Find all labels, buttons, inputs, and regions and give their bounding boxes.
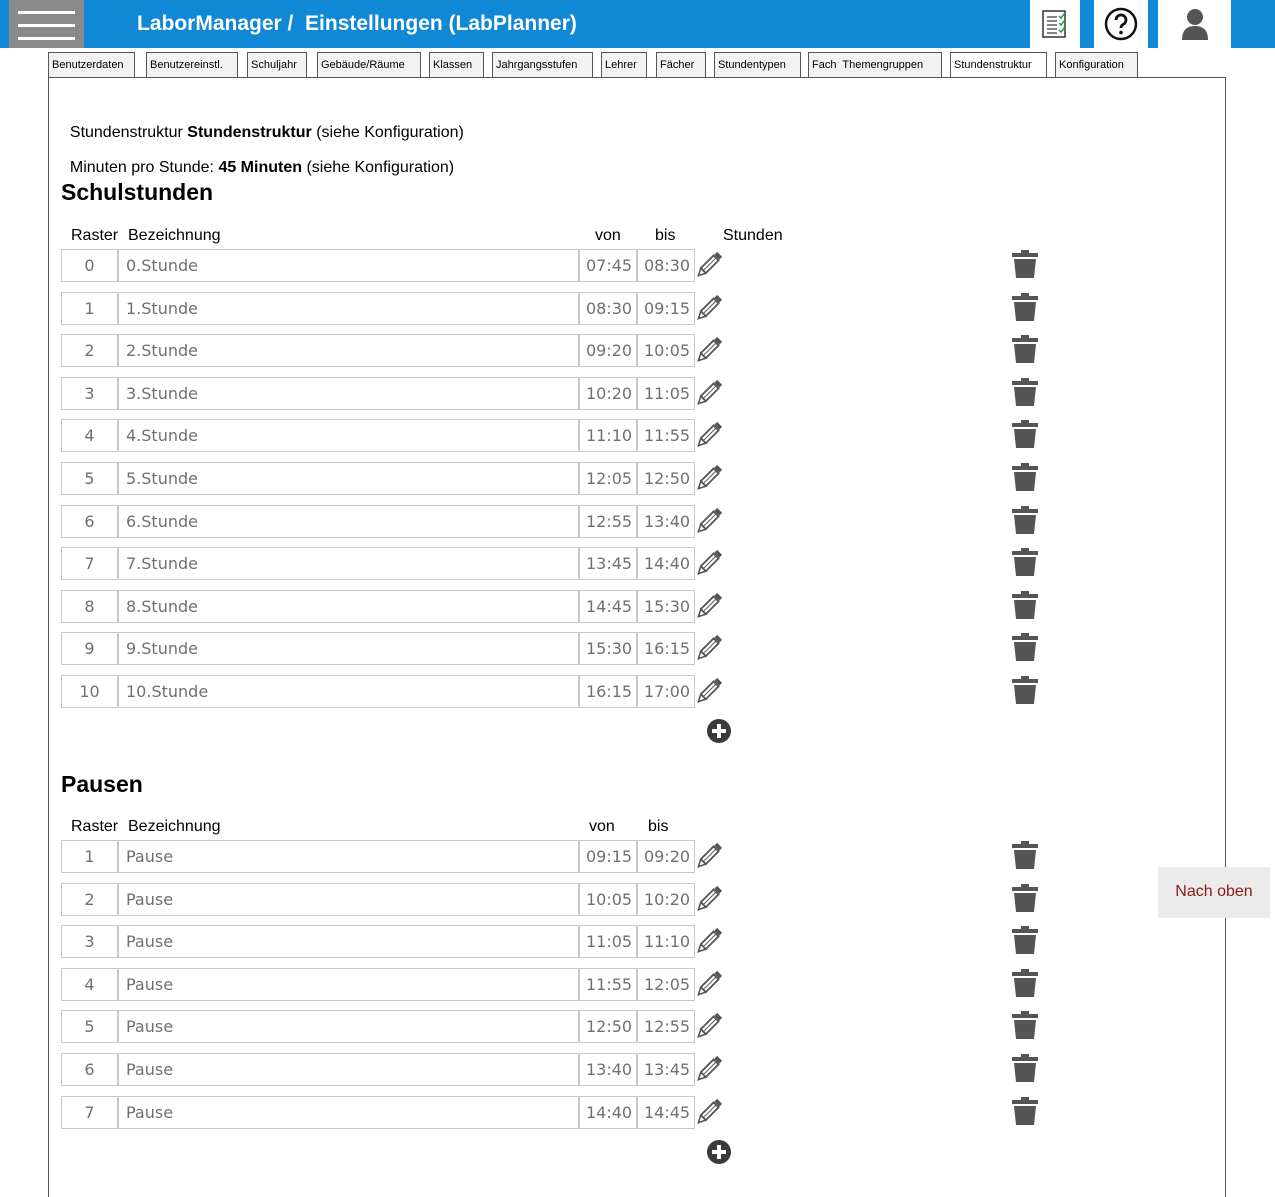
trash-icon[interactable]: [1011, 547, 1039, 577]
trash-icon[interactable]: [1011, 675, 1039, 705]
structure-info: [61, 106, 464, 142]
raster-field[interactable]: 2: [61, 883, 118, 916]
trash-icon[interactable]: [1011, 505, 1039, 535]
bis-time-field[interactable]: 14:45: [637, 1096, 695, 1129]
tab-schuljahr[interactable]: Schuljahr: [247, 52, 307, 78]
page-title: LaborManager / Einstellungen (LabPlanner): [137, 12, 577, 35]
bezeichnung-field[interactable]: Pause: [118, 1096, 579, 1129]
raster-field[interactable]: 1: [61, 292, 118, 325]
raster-field[interactable]: 8: [61, 590, 118, 623]
table-row: [61, 968, 1051, 1002]
von-time-field[interactable]: 14:45: [579, 590, 637, 623]
bezeichnung-field[interactable]: 3.Stunde: [118, 377, 579, 410]
von-time-field[interactable]: 08:30: [579, 292, 637, 325]
col-head-raster: Raster: [71, 818, 119, 835]
bezeichnung-field[interactable]: 1.Stunde: [118, 292, 579, 325]
minutes-suffix: (siehe Konfiguration): [302, 159, 455, 176]
trash-icon[interactable]: [1011, 1096, 1039, 1126]
bis-time-field[interactable]: 12:50: [637, 462, 695, 495]
trash-icon[interactable]: [1011, 334, 1039, 364]
von-time-field[interactable]: 14:40: [579, 1096, 637, 1129]
structure-suffix: (siehe Konfiguration): [311, 124, 464, 141]
table-row: [61, 505, 1051, 539]
bis-time-field[interactable]: 17:00: [637, 675, 695, 708]
bezeichnung-field[interactable]: 0.Stunde: [118, 249, 579, 282]
top-bar: [0, 0, 1275, 48]
bis-time-field[interactable]: 09:15: [637, 292, 695, 325]
menu-icon-line: [18, 11, 75, 14]
raster-field[interactable]: 10: [61, 675, 118, 708]
menu-button[interactable]: [9, 0, 84, 48]
back-to-top-button[interactable]: Nach oben: [1158, 867, 1270, 918]
col-head-raster: Raster: [71, 227, 119, 244]
checklist-icon: [1041, 9, 1069, 39]
pencil-icon[interactable]: [694, 883, 724, 915]
user-button[interactable]: [1158, 0, 1231, 48]
trash-icon[interactable]: [1011, 968, 1039, 998]
bezeichnung-field[interactable]: 6.Stunde: [118, 505, 579, 538]
schulstunden-title: Schulstunden: [61, 179, 214, 205]
trash-icon[interactable]: [1011, 883, 1039, 913]
pencil-icon[interactable]: [694, 675, 724, 707]
raster-field[interactable]: 3: [61, 377, 118, 410]
trash-icon[interactable]: [1011, 292, 1039, 322]
von-time-field[interactable]: 10:20: [579, 377, 637, 410]
table-row: [61, 925, 1051, 959]
trash-icon[interactable]: [1011, 419, 1039, 449]
tab-jahrgangsstufen[interactable]: Jahrgangsstufen: [492, 52, 593, 78]
trash-icon[interactable]: [1011, 632, 1039, 662]
pencil-icon[interactable]: [694, 547, 724, 579]
help-button[interactable]: [1094, 0, 1148, 48]
bis-time-field[interactable]: 12:55: [637, 1010, 695, 1043]
pencil-icon[interactable]: [694, 1096, 724, 1128]
bis-time-field[interactable]: 11:10: [637, 925, 695, 958]
col-head-bis: bis: [648, 818, 669, 835]
von-time-field[interactable]: 07:45: [579, 249, 637, 282]
table-row: [61, 292, 1051, 326]
minutes-value: 45 Minuten: [218, 159, 302, 176]
pencil-icon[interactable]: [694, 292, 724, 324]
tab-stundentypen[interactable]: Stundentypen: [714, 52, 801, 78]
bezeichnung-field[interactable]: Pause: [118, 925, 579, 958]
von-time-field[interactable]: 11:10: [579, 419, 637, 452]
bis-time-field[interactable]: 14:40: [637, 547, 695, 580]
trash-icon[interactable]: [1011, 249, 1039, 279]
minutes-prefix: Minuten pro Stunde:: [69, 159, 219, 176]
bis-time-field[interactable]: 10:20: [637, 883, 695, 916]
tab-gebaeude-raeume[interactable]: Gebäude/Räume: [317, 52, 421, 78]
structure-value: Stundenstruktur: [187, 124, 312, 141]
tab-stundenstruktur[interactable]: Stundenstruktur: [950, 52, 1047, 79]
table-row: [61, 377, 1051, 411]
trash-icon[interactable]: [1011, 377, 1039, 407]
trash-icon[interactable]: [1011, 840, 1039, 870]
bis-time-field[interactable]: 13:45: [637, 1053, 695, 1086]
bezeichnung-field[interactable]: 4.Stunde: [118, 419, 579, 452]
bezeichnung-field[interactable]: 10.Stunde: [118, 675, 579, 708]
table-row: [61, 334, 1051, 368]
table-row: [61, 249, 1051, 283]
raster-field[interactable]: 9: [61, 632, 118, 665]
raster-field[interactable]: 7: [61, 1096, 118, 1129]
pencil-icon[interactable]: [694, 419, 724, 451]
pausen-title: Pausen: [61, 771, 143, 797]
pencil-icon[interactable]: [694, 505, 724, 537]
bis-time-field[interactable]: 13:40: [637, 505, 695, 538]
col-head-von: von: [595, 227, 621, 244]
bezeichnung-field[interactable]: Pause: [118, 1053, 579, 1086]
von-time-field[interactable]: 10:05: [579, 883, 637, 916]
bis-time-field[interactable]: 16:15: [637, 632, 695, 665]
pencil-icon[interactable]: [694, 632, 724, 664]
menu-icon-line: [18, 24, 75, 27]
von-time-field[interactable]: 16:15: [579, 675, 637, 708]
table-row: [61, 419, 1051, 453]
table-row: [61, 1010, 1051, 1044]
trash-icon[interactable]: [1011, 1010, 1039, 1040]
col-head-stunden: Stunden: [723, 227, 783, 244]
von-time-field[interactable]: 12:05: [579, 462, 637, 495]
table-row: [61, 840, 1051, 874]
von-time-field[interactable]: 13:40: [579, 1053, 637, 1086]
table-row: [61, 632, 1051, 666]
bezeichnung-field[interactable]: Pause: [118, 840, 579, 873]
tab-faecher[interactable]: Fächer: [656, 52, 706, 78]
help-icon: [1104, 7, 1138, 41]
add-lesson-icon[interactable]: [706, 718, 732, 744]
raster-field[interactable]: 5: [61, 462, 118, 495]
pencil-icon[interactable]: [694, 334, 724, 366]
col-head-bis: bis: [655, 227, 676, 244]
bis-time-field[interactable]: 12:05: [637, 968, 695, 1001]
bis-time-field[interactable]: 11:05: [637, 377, 695, 410]
bezeichnung-field[interactable]: 9.Stunde: [118, 632, 579, 665]
raster-field[interactable]: 1: [61, 840, 118, 873]
tab-konfiguration[interactable]: Konfiguration: [1055, 52, 1138, 78]
bezeichnung-field[interactable]: Pause: [118, 1010, 579, 1043]
von-time-field[interactable]: 11:05: [579, 925, 637, 958]
pencil-icon[interactable]: [694, 377, 724, 409]
raster-field[interactable]: 7: [61, 547, 118, 580]
tab-benutzereinstellungen[interactable]: Benutzereinstl.: [146, 52, 238, 78]
pencil-icon[interactable]: [694, 249, 724, 281]
trash-icon[interactable]: [1011, 1053, 1039, 1083]
pencil-icon[interactable]: [694, 925, 724, 957]
col-head-bezeichnung: Bezeichnung: [128, 818, 221, 835]
pencil-icon[interactable]: [694, 590, 724, 622]
von-time-field[interactable]: 09:20: [579, 334, 637, 367]
checklist-button[interactable]: [1030, 0, 1080, 48]
von-time-field[interactable]: 13:45: [579, 547, 637, 580]
pencil-icon[interactable]: [694, 968, 724, 1000]
von-time-field[interactable]: 09:15: [579, 840, 637, 873]
von-time-field[interactable]: 11:55: [579, 968, 637, 1001]
trash-icon[interactable]: [1011, 462, 1039, 492]
von-time-field[interactable]: 12:50: [579, 1010, 637, 1043]
bezeichnung-field[interactable]: Pause: [118, 968, 579, 1001]
raster-field[interactable]: 6: [61, 505, 118, 538]
bezeichnung-field[interactable]: Pause: [118, 883, 579, 916]
table-row: [61, 883, 1051, 917]
bezeichnung-field[interactable]: 8.Stunde: [118, 590, 579, 623]
raster-field[interactable]: 4: [61, 419, 118, 452]
bis-time-field[interactable]: 08:30: [637, 249, 695, 282]
tab-klassen[interactable]: Klassen: [429, 52, 484, 78]
table-row: [61, 462, 1051, 496]
pencil-icon[interactable]: [694, 1053, 724, 1085]
bis-time-field[interactable]: 15:30: [637, 590, 695, 623]
table-row: [61, 547, 1051, 581]
bis-time-field[interactable]: 10:05: [637, 334, 695, 367]
col-head-bezeichnung: Bezeichnung: [128, 227, 221, 244]
trash-icon[interactable]: [1011, 925, 1039, 955]
table-row: [61, 590, 1051, 624]
bis-time-field[interactable]: 11:55: [637, 419, 695, 452]
table-row: [61, 675, 1051, 709]
pencil-icon[interactable]: [694, 840, 724, 872]
user-icon: [1180, 7, 1210, 41]
table-row: [61, 1096, 1051, 1130]
von-time-field[interactable]: 15:30: [579, 632, 637, 665]
pencil-icon[interactable]: [694, 1010, 724, 1042]
menu-icon-line: [18, 37, 75, 40]
bezeichnung-field[interactable]: 2.Stunde: [118, 334, 579, 367]
structure-prefix: Stundenstruktur: [69, 124, 188, 141]
tab-benutzerdaten[interactable]: Benutzerdaten: [48, 52, 135, 78]
von-time-field[interactable]: 12:55: [579, 505, 637, 538]
bezeichnung-field[interactable]: 7.Stunde: [118, 547, 579, 580]
raster-field[interactable]: 0: [61, 249, 118, 282]
pencil-icon[interactable]: [694, 462, 724, 494]
bis-time-field[interactable]: 09:20: [637, 840, 695, 873]
table-row: [61, 1053, 1051, 1087]
raster-field[interactable]: 3: [61, 925, 118, 958]
raster-field[interactable]: 4: [61, 968, 118, 1001]
trash-icon[interactable]: [1011, 590, 1039, 620]
raster-field[interactable]: 5: [61, 1010, 118, 1043]
tab-fach-themengruppen[interactable]: Fach Themengruppen: [808, 52, 942, 78]
raster-field[interactable]: 6: [61, 1053, 118, 1086]
col-head-von: von: [589, 818, 615, 835]
raster-field[interactable]: 2: [61, 334, 118, 367]
tab-lehrer[interactable]: Lehrer: [601, 52, 647, 78]
bezeichnung-field[interactable]: 5.Stunde: [118, 462, 579, 495]
add-break-icon[interactable]: [706, 1139, 732, 1165]
minutes-info: [61, 141, 454, 177]
